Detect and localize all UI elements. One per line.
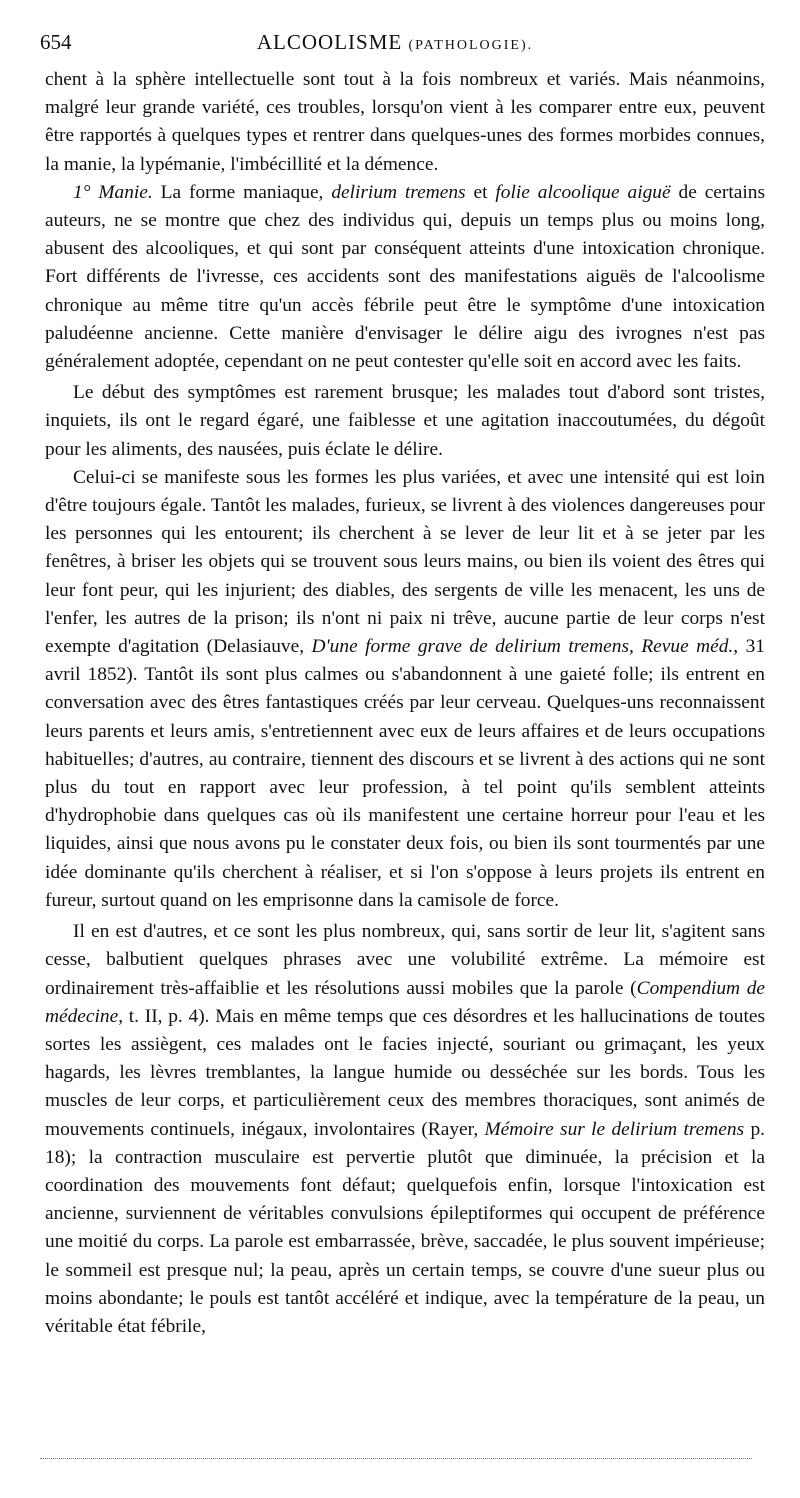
term-delirium-tremens: delirium tremens [331,181,466,203]
citation-delasiauve: D'une forme grave de delirium tremens, Revue méd. [311,636,734,658]
paragraph-4-text-a: Celui-ci se manifeste sous les formes les plus variées, et avec une intensité qui est loin d'être toujours égale. Tantôt les malades, furieux, se livrent à des violences dangereuses pour les personnes qui les entourent; ils cherchent à se lever de leur lit et à se jeter par les fenêtres, à briser les objets qui se trouvent sous leurs mains, ou bien ils voient des êtres qui leur font peur, qui les injurient; des diables, des sergents de ville les menacent, les uns de l'enfer, les autres de la prison; ils n'ont ni paix ni trêve, aucune partie de leur corps n'est exempte d'agitation (Delasiauve, [45,466,765,658]
paragraph-3: Le début des symptômes est rarement brusque; les malades tout d'abord sont tristes, inquiets, ils ont le regard égaré, une faiblesse et une agitation inaccoutumées, du dégoût pour les aliments, des nausées, puis éclate le délire. [45,382,765,460]
paragraph-5 [45,918,765,1341]
paragraph-1: chent à la sphère intellectuelle sont tout à la fois nombreux et variés. Mais néanmoins, malgré leur grande variété, ces troubles, lorsqu'on vient à les comparer entre eux, peuvent être rapportés à quelques types et rentrer dans quelques-unes des formes morbides connues, la manie, la lypémanie, l'imbécillité et la démence. [45,69,765,175]
body-text [45,66,765,1341]
running-title [40,30,750,55]
paragraph-2-text-b: et [465,181,496,203]
paragraph-5-text-b: , t. II, p. 4). Mais en même temps que ces désordres et les hallucinations de toutes sortes les assiègent, ces malades ont le facies injecté, souriant ou grimaçant, les yeux hagards, les lèvres tremblantes, la langue humide ou desséchée sur les bords. Tous les muscles de leur corps, et particulièrement ceux des membres thoraciques, sont animés de mouvements continuels, inégaux, involontaires (Rayer, [45,1005,765,1140]
citation-compendium: Compendium de médecine [45,977,765,1027]
running-title-main: ALCOOLISME [256,30,403,54]
footer-dotted-rule [40,1458,752,1459]
page-header [40,30,750,56]
paragraph-5-text-c: p. 18); la contraction musculaire est pervertie plutôt que diminuée, la précision et la coordination des mouvements font défaut; quelquefois enfin, lorsque l'intoxication est ancienne, surviennent de véritables convulsions épileptiformes qui occupent de préférence une moitié du corps. La parole est embarrassée, brève, saccadée, le plus souvent impérieuse; le sommeil est presque nul; la peau, après un certain temps, se couvre d'une sueur plus ou moins abondante; le pouls est tantôt accéléré et indique, avec la température de la peau, un véritable état fébrile, [45,1118,765,1337]
running-title-subtitle: (PATHOLOGIE). [408,38,534,53]
paragraph-2-text-c: de certains auteurs, ne se montre que chez des individus qui, depuis un temps plus ou moins long, abusent des alcooliques, et qui sont par conséquent atteints d'une intoxication chronique. Fort différents de l'ivresse, ces accidents sont des manifestations aiguës de l'alcoolisme chronique au même titre qu'un accès fébrile peut être le symptôme d'une intoxication paludéenne ancienne. Cette manière d'envisager le délire aigu des ivrognes n'est pas généralement adoptée, cependant on ne peut contester qu'elle soit en accord avec les faits. [45,181,765,373]
citation-rayer: Mémoire sur le delirium tremens [484,1118,745,1140]
paragraph-2-text-a: La forme maniaque, [152,181,332,203]
paragraph-5-text-a: Il en est d'autres, et ce sont les plus nombreux, qui, sans sortir de leur lit, s'agitent sans cesse, balbutient quelques phrases avec une volubilité extrême. La mémoire est ordinairement très-affaiblie et les résolutions aussi mobiles que la parole ( [45,921,765,999]
paragraph-2 [45,179,765,376]
paragraph-4-text-b: , 31 avril 1852). Tantôt ils sont plus calmes ou s'abandonnent à une gaieté folle; ils entrent en conversation avec des êtres fantastiques créés par leur cerveau. Quelques-uns reconnaissent leurs parents et leurs amis, s'entretiennent avec eux de leurs affaires et de leurs occupations habituelles; d'autres, au contraire, tiennent des discours et se livrent à des actions qui ne sont plus du tout en rapport avec leur profession, à tel point qu'ils semblent atteints d'hydrophobie dans quelques cas où ils manifestent une certaine horreur pour l'eau et les liquides, ainsi que nous avons pu le constater deux fois, ou bien ils sont tourmentés par une idée dominante qu'ils cherchent à réaliser, et si l'on s'oppose à leurs projets ils entrent en fureur, surtout quand on les emprisonne dans la camisole de force. [45,636,765,911]
paragraph-4 [45,464,765,915]
page-number: 654 [40,30,72,54]
section-heading-manie: 1° Manie. [73,181,153,203]
term-folie-alcoolique: folie alcoolique aiguë [495,181,671,203]
